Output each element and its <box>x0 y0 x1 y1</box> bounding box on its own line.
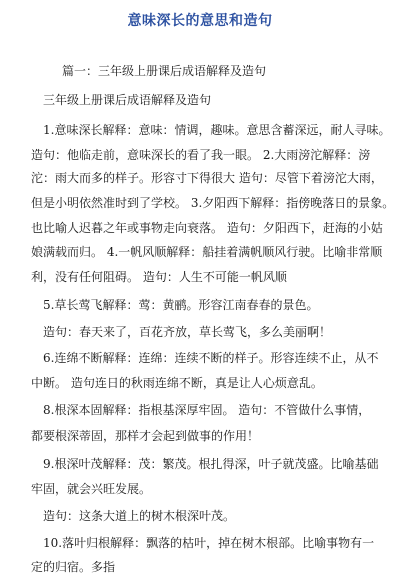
body-line: 也比喻人迟暮之年或事物走向衰落。 造句：夕阳西下，赶海的小姑 <box>31 221 383 235</box>
body-line: 造句：春天来了，百花齐放，草长莺飞，多么美丽啊！ <box>43 325 332 339</box>
body-line: 中断。 造句连日的秋雨连绵不断，真是让人心烦意乱。 <box>31 376 323 390</box>
body-line: 都要根深蒂固，那样才会起到做事的作用！ <box>31 429 260 443</box>
section-subtitle: 篇一：三年级上册课后成语解释及造句 <box>62 64 267 78</box>
document-title: 意味深长的意思和造句 <box>127 13 273 29</box>
body-line: 10.落叶归根解释：飘落的枯叶，掉在树木根部。比喻事物有一 <box>43 536 375 550</box>
body-line: 娘满载而归。 4.一帆风顺解释：船挂着满帆顺风行驶。比喻非常顺 <box>31 245 383 259</box>
body-line: 1.意味深长解释：意味：情调，趣味。意思含蓄深远，耐人寻味。 <box>43 123 391 137</box>
body-line: 定的归宿。多指 <box>31 560 116 574</box>
body-line: 造句：他临走前，意味深长的看了我一眼。 2.大雨滂沱解释：滂 <box>31 148 371 162</box>
body-line: 8.根深本固解释：指根基深厚牢固。 造句：不管做什么事情， <box>43 403 371 417</box>
body-line: 造句：这条大道上的树木根深叶茂。 <box>43 509 236 523</box>
body-line: 利，没有任何阻碍。 造句：人生不可能一帆风顺 <box>31 270 287 284</box>
body-line: 牢固，就会兴旺发展。 <box>31 482 152 496</box>
body-line: 5.草长莺飞解释：莺：黄鹂。形容江南春春的景色。 <box>43 298 319 312</box>
body-line: 6.连绵不断解释：连绵：连续不断的样子。形容连续不止，从不 <box>43 351 379 365</box>
section-subheading: 三年级上册课后成语解释及造句 <box>43 93 212 107</box>
body-line: 沱：雨大而多的样子。形容寸下得很大 造句：尽管下着滂沱大雨， <box>31 171 383 185</box>
body-line: 9.根深叶茂解释：茂：繁茂。根扎得深，叶子就茂盛。比喻基础 <box>43 457 379 471</box>
body-line: 但是小明依然准时到了学校。 3.夕阳西下解释：指傍晚落日的景象。 <box>31 196 395 210</box>
